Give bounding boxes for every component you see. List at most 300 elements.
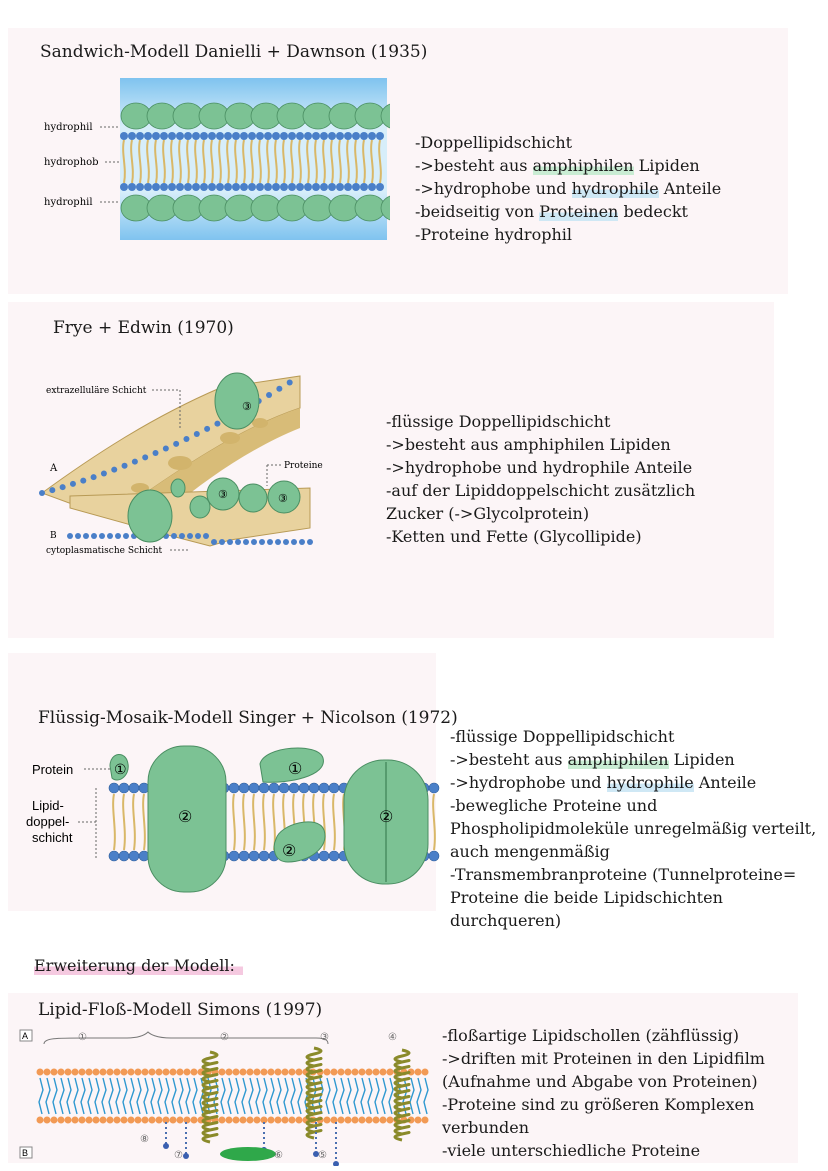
- lipid-tail: [347, 1078, 351, 1114]
- protein-globule: [251, 195, 281, 221]
- lipid-head: [248, 183, 256, 191]
- lipid-head: [121, 1117, 128, 1124]
- lipid-head: [360, 132, 368, 140]
- lipid-tail: [243, 794, 245, 850]
- lipid-head: [266, 392, 272, 398]
- lipid-head: [149, 1069, 156, 1076]
- lipid-tail: [361, 1078, 365, 1114]
- lipid-head: [200, 183, 208, 191]
- lipid-head: [345, 1069, 352, 1076]
- label-extracellular: extrazelluläre Schicht: [46, 386, 147, 396]
- note-line: durchqueren): [450, 911, 562, 930]
- lipid-head: [227, 539, 233, 545]
- protein-globule: [199, 103, 229, 129]
- lipid-head: [136, 132, 144, 140]
- lipid-head: [80, 478, 86, 484]
- lipid-tail: [179, 1078, 183, 1114]
- lipid-head: [152, 183, 160, 191]
- helix-protein: [307, 1048, 321, 1138]
- lipid-head: [279, 783, 289, 793]
- protein-number-3: ③: [242, 400, 252, 413]
- helix-protein: [395, 1050, 409, 1140]
- protein-number-3: ③: [278, 492, 288, 505]
- lipid-tail: [277, 1078, 281, 1114]
- lipid-head: [229, 851, 239, 861]
- lipid-head: [226, 1069, 233, 1076]
- lipid-head: [338, 1117, 345, 1124]
- raft-notes: [442, 1024, 765, 1162]
- label-bilayer-line3: schicht: [32, 830, 73, 845]
- lipid-head: [37, 1069, 44, 1076]
- lipid-head: [380, 1069, 387, 1076]
- lipid-head: [58, 1117, 65, 1124]
- lipid-head: [163, 1069, 170, 1076]
- lipid-head: [120, 132, 128, 140]
- lipid-head: [70, 481, 76, 487]
- note-line: ->hydrophobe und hydrophile Anteile: [415, 179, 722, 198]
- lipid-head: [111, 467, 117, 473]
- note-line: -auf der Lipiddoppelschicht zusätzlich: [386, 481, 696, 500]
- lipid-head: [44, 1069, 51, 1076]
- lipid-head: [173, 441, 179, 447]
- lipid-tail: [221, 1078, 225, 1114]
- lipid-head: [429, 783, 439, 793]
- lipid-head: [176, 132, 184, 140]
- lipid-head: [275, 1117, 282, 1124]
- lipid-head: [171, 533, 177, 539]
- lipid-head: [170, 1117, 177, 1124]
- lipid-head: [160, 183, 168, 191]
- lipid-tail: [60, 1078, 64, 1114]
- lipid-head: [243, 539, 249, 545]
- lipid-head: [100, 1069, 107, 1076]
- label-hydrophil-bottom: hydrophil: [44, 197, 93, 208]
- lipid-head: [336, 183, 344, 191]
- label-side-a: A: [50, 463, 58, 474]
- lipid-head: [44, 1117, 51, 1124]
- note-line: ->besteht aus amphiphilen Lipiden: [386, 435, 671, 454]
- lipid-head: [415, 1117, 422, 1124]
- lipid-tail: [74, 1078, 78, 1114]
- raft-number-2: ②: [220, 1032, 229, 1043]
- lipid-head: [373, 1117, 380, 1124]
- lipid-head: [144, 183, 152, 191]
- lipid-head: [272, 183, 280, 191]
- sugar-residue: [183, 1153, 189, 1159]
- highlighted-word: hydrophile: [606, 773, 694, 792]
- lipid-head: [352, 1117, 359, 1124]
- note-line: Zucker (->Glycolprotein): [386, 504, 590, 523]
- lipid-head: [79, 1117, 86, 1124]
- lipid-tail: [333, 794, 335, 850]
- lipid-head: [224, 132, 232, 140]
- lipid-head: [233, 1117, 240, 1124]
- lipid-head: [309, 783, 319, 793]
- lipid-tail: [333, 1078, 337, 1114]
- lipid-head: [324, 1117, 331, 1124]
- protein-globule: [355, 103, 385, 129]
- lipid-head: [422, 1069, 429, 1076]
- lipid-head: [282, 1069, 289, 1076]
- lipid-tail: [109, 1078, 113, 1114]
- helix-protein: [203, 1052, 217, 1142]
- lipid-head: [312, 132, 320, 140]
- lipid-head: [288, 132, 296, 140]
- lipid-head: [195, 533, 201, 539]
- lipid-tail: [39, 1078, 43, 1114]
- lipid-head: [109, 851, 119, 861]
- lipid-head: [282, 1117, 289, 1124]
- lipid-head: [280, 132, 288, 140]
- lipid-head: [156, 1117, 163, 1124]
- lipid-head: [387, 1117, 394, 1124]
- lipid-head: [240, 1117, 247, 1124]
- lipid-head: [366, 1117, 373, 1124]
- fluid-mosaic-figure: [18, 744, 440, 896]
- lipid-head: [415, 1069, 422, 1076]
- lipid-head: [312, 183, 320, 191]
- lipid-head: [115, 533, 121, 539]
- protein-globule: [173, 103, 203, 129]
- note-line: -floßartige Lipidschollen (zähflüssig): [442, 1026, 739, 1045]
- lipid-head: [191, 1117, 198, 1124]
- lipid-head: [239, 783, 249, 793]
- lipid-head: [144, 132, 152, 140]
- lipid-tail: [113, 794, 115, 850]
- lipid-head: [107, 1069, 114, 1076]
- lipid-tail: [172, 1078, 176, 1114]
- protein-globule: [225, 195, 255, 221]
- lipid-head: [344, 132, 352, 140]
- lipid-head: [269, 783, 279, 793]
- lipid-tail: [214, 1078, 218, 1114]
- lipid-head: [142, 1069, 149, 1076]
- lipid-head: [229, 783, 239, 793]
- lipid-head: [91, 474, 97, 480]
- lipid-head: [247, 1069, 254, 1076]
- lipid-head: [194, 431, 200, 437]
- lipid-head: [319, 851, 329, 861]
- lipid-head: [93, 1117, 100, 1124]
- lipid-head: [219, 1117, 226, 1124]
- lipid-head: [366, 1069, 373, 1076]
- lipid-head: [72, 1069, 79, 1076]
- lipid-head: [99, 533, 105, 539]
- lipid-tail: [298, 1078, 302, 1114]
- lipid-head: [122, 463, 128, 469]
- lipid-head: [168, 132, 176, 140]
- lipid-head: [376, 132, 384, 140]
- lipid-head: [254, 1069, 261, 1076]
- lipid-head: [184, 183, 192, 191]
- lipid-tail: [137, 1078, 141, 1114]
- lipid-head: [86, 1117, 93, 1124]
- note-line: -Transmembranproteine (Tunnelproteine=: [450, 865, 797, 884]
- lipid-head: [37, 1117, 44, 1124]
- lipid-head: [240, 183, 248, 191]
- lipid-head: [275, 539, 281, 545]
- lipid-tail: [144, 1078, 148, 1114]
- lipid-head: [254, 1117, 261, 1124]
- lipid-head: [267, 539, 273, 545]
- note-line: (Aufnahme und Abgabe von Proteinen): [442, 1072, 758, 1091]
- note-line: -flüssige Doppellipidschicht: [386, 412, 611, 431]
- lipid-tail: [368, 1078, 372, 1114]
- lipid-head: [204, 426, 210, 432]
- lipid-head: [240, 132, 248, 140]
- lipid-head: [136, 183, 144, 191]
- lipid-head: [187, 533, 193, 539]
- lipid-head: [336, 132, 344, 140]
- lipid-tail: [410, 1078, 414, 1114]
- lipid-tail: [433, 794, 435, 850]
- lipid-head: [114, 1069, 121, 1076]
- lipid-head: [304, 132, 312, 140]
- lipid-head: [239, 851, 249, 861]
- lipid-head: [261, 1069, 268, 1076]
- lipid-head: [251, 539, 257, 545]
- lipid-head: [114, 1117, 121, 1124]
- lipid-head: [268, 1117, 275, 1124]
- lipid-head: [156, 1069, 163, 1076]
- lipid-head: [119, 783, 129, 793]
- lipid-head: [219, 539, 225, 545]
- protein-number-1: ①: [114, 762, 127, 778]
- protein-globule: [277, 195, 307, 221]
- panel-b-label: B: [22, 1148, 29, 1158]
- lipid-head: [288, 183, 296, 191]
- lipid-head: [153, 450, 159, 456]
- lipid-head: [256, 183, 264, 191]
- lipid-tail: [228, 1078, 232, 1114]
- lipid-head: [259, 851, 269, 861]
- lipid-head: [289, 783, 299, 793]
- highlighted-word: Proteinen: [539, 202, 619, 221]
- lipid-head: [170, 1069, 177, 1076]
- lipid-head: [287, 379, 293, 385]
- lipid-head: [338, 1069, 345, 1076]
- lipid-head: [352, 1069, 359, 1076]
- protein-number-2: ②: [178, 807, 193, 826]
- note-line: -flüssige Doppellipidschicht: [450, 727, 675, 746]
- lipid-head: [72, 1117, 79, 1124]
- lipid-head: [67, 533, 73, 539]
- lipid-tail: [186, 1078, 190, 1114]
- raft-number-3: ③: [320, 1032, 329, 1043]
- lipid-tail: [88, 1078, 92, 1114]
- lipid-head: [331, 1069, 338, 1076]
- lipid-head: [304, 183, 312, 191]
- lipid-head: [299, 539, 305, 545]
- lipid-tail: [375, 1078, 379, 1114]
- note-line: auch mengenmäßig: [450, 842, 610, 861]
- protein-globule: [147, 103, 177, 129]
- lipid-head: [39, 490, 45, 496]
- lipid-head: [359, 1069, 366, 1076]
- lipid-tail: [326, 1078, 330, 1114]
- lipid-head: [276, 386, 282, 392]
- lipid-head: [345, 1117, 352, 1124]
- lipid-head: [216, 183, 224, 191]
- lipid-head: [211, 539, 217, 545]
- fluid-mosaic-title: Flüssig-Mosaik-Modell Singer + Nicolson (1972): [38, 708, 458, 728]
- note-line: -Ketten und Fette (Glycollipide): [386, 527, 642, 546]
- lipid-tail: [158, 1078, 162, 1114]
- lipid-head: [352, 183, 360, 191]
- panel-a-label: A: [22, 1031, 29, 1041]
- protein-globule: [121, 103, 151, 129]
- note-line: ->hydrophobe und hydrophile Anteile: [386, 458, 693, 477]
- lipid-head: [328, 132, 336, 140]
- lipid-head: [289, 1069, 296, 1076]
- lipid-head: [249, 783, 259, 793]
- lipid-head: [249, 851, 259, 861]
- lipid-head: [247, 1117, 254, 1124]
- raft-number-6: ⑥: [274, 1150, 283, 1161]
- lipid-head: [233, 1069, 240, 1076]
- lipid-head: [120, 183, 128, 191]
- lipid-head: [240, 1069, 247, 1076]
- lipid-tail: [53, 1078, 57, 1114]
- lipid-tail: [270, 1078, 274, 1114]
- lipid-head: [376, 183, 384, 191]
- lipid-head: [119, 851, 129, 861]
- protein-number-1: ①: [288, 759, 303, 778]
- lipid-head: [296, 183, 304, 191]
- raft-number-8: ⑧: [140, 1134, 149, 1145]
- highlighted-word: amphiphilen: [532, 156, 634, 175]
- lipid-head: [264, 132, 272, 140]
- lipid-head: [183, 436, 189, 442]
- protein-globule: [147, 195, 177, 221]
- lipid-head: [176, 183, 184, 191]
- lipid-head: [224, 183, 232, 191]
- label-side-b: B: [50, 531, 57, 541]
- lipid-head: [191, 1069, 198, 1076]
- label-hydrophob: hydrophob: [44, 157, 99, 168]
- lipid-raft-title: Lipid-Floß-Modell Simons (1997): [38, 1000, 323, 1020]
- lipid-tail: [256, 1078, 260, 1114]
- lipid-head: [359, 1117, 366, 1124]
- note-line: ->besteht aus amphiphilen Lipiden: [450, 750, 735, 769]
- frye-edwin-title: Frye + Edwin (1970): [53, 318, 234, 338]
- lipid-head: [91, 533, 97, 539]
- lipid-head: [360, 183, 368, 191]
- lipid-head: [149, 1117, 156, 1124]
- lipid-head: [65, 1069, 72, 1076]
- lipid-head: [299, 783, 309, 793]
- lipid-head: [129, 783, 139, 793]
- lipid-head: [283, 539, 289, 545]
- lipid-tail: [116, 1078, 120, 1114]
- lipid-head: [320, 183, 328, 191]
- lipid-head: [208, 132, 216, 140]
- lipid-head: [272, 132, 280, 140]
- lipid-head: [128, 183, 136, 191]
- lipid-head: [328, 183, 336, 191]
- lipid-head: [109, 783, 119, 793]
- raft-number-7: ⑦: [174, 1150, 183, 1161]
- lipid-head: [264, 183, 272, 191]
- lipid-head: [123, 533, 129, 539]
- lipid-tail: [354, 1078, 358, 1114]
- lipid-head: [344, 183, 352, 191]
- lipid-head: [216, 132, 224, 140]
- protein-globule: [355, 195, 385, 221]
- protein-number-2: ②: [282, 841, 297, 860]
- protein-globule: [329, 103, 359, 129]
- lipid-head: [200, 132, 208, 140]
- sandwich-notes: [415, 131, 721, 246]
- protein-globule: [303, 195, 333, 221]
- protein-globule: [303, 103, 333, 129]
- lipid-head: [324, 1069, 331, 1076]
- lipid-head: [232, 132, 240, 140]
- lipid-head: [307, 539, 313, 545]
- lipid-head: [168, 183, 176, 191]
- protein-globule: [173, 195, 203, 221]
- protein-globule: [277, 103, 307, 129]
- lipid-head: [142, 1117, 149, 1124]
- lipid-tail: [235, 1078, 239, 1114]
- lipid-head: [128, 1117, 135, 1124]
- lipid-head: [387, 1069, 394, 1076]
- lipid-head: [83, 533, 89, 539]
- lipid-head: [259, 783, 269, 793]
- lipid-head: [208, 183, 216, 191]
- lipid-head: [128, 1069, 135, 1076]
- note-line: -viele unterschiedliche Proteine: [442, 1141, 701, 1160]
- lipid-head: [79, 1069, 86, 1076]
- label-cytoplasmic: cytoplasmatische Schicht: [46, 546, 163, 556]
- lipid-head: [101, 470, 107, 476]
- lipid-tail: [123, 1078, 127, 1114]
- lipid-head: [49, 487, 55, 493]
- lipid-head: [129, 851, 139, 861]
- raft-number-1: ①: [78, 1032, 87, 1043]
- lipid-tail: [133, 794, 135, 850]
- lipid-head: [203, 533, 209, 539]
- lipid-head: [429, 851, 439, 861]
- lipid-head: [214, 421, 220, 427]
- lipid-head: [86, 1069, 93, 1076]
- lipid-head: [232, 183, 240, 191]
- lipid-tail: [123, 794, 125, 850]
- lipid-head: [422, 1117, 429, 1124]
- note-line: ->hydrophobe und hydrophile Anteile: [450, 773, 757, 792]
- protein-globule: [199, 195, 229, 221]
- note-line: ->besteht aus amphiphilen Lipiden: [415, 156, 700, 175]
- lipid-tail: [130, 1078, 134, 1114]
- note-line: -Proteine hydrophil: [415, 225, 572, 244]
- highlighted-word: hydrophile: [571, 179, 659, 198]
- lipid-tail: [253, 794, 255, 850]
- lipid-head: [268, 1069, 275, 1076]
- label-proteins: Proteine: [284, 461, 323, 471]
- lipid-tail: [389, 1078, 393, 1114]
- lipid-head: [352, 132, 360, 140]
- highlighted-word: amphiphilen: [567, 750, 669, 769]
- lipid-tail: [102, 1078, 106, 1114]
- lipid-tail: [424, 1078, 428, 1114]
- lipid-head: [177, 1069, 184, 1076]
- lipid-head: [160, 132, 168, 140]
- singer-notes: [450, 725, 816, 932]
- lipid-tail: [165, 1078, 169, 1114]
- lipid-head: [192, 183, 200, 191]
- lipid-raft-figure: [16, 1026, 430, 1166]
- note-line: verbunden: [442, 1118, 530, 1137]
